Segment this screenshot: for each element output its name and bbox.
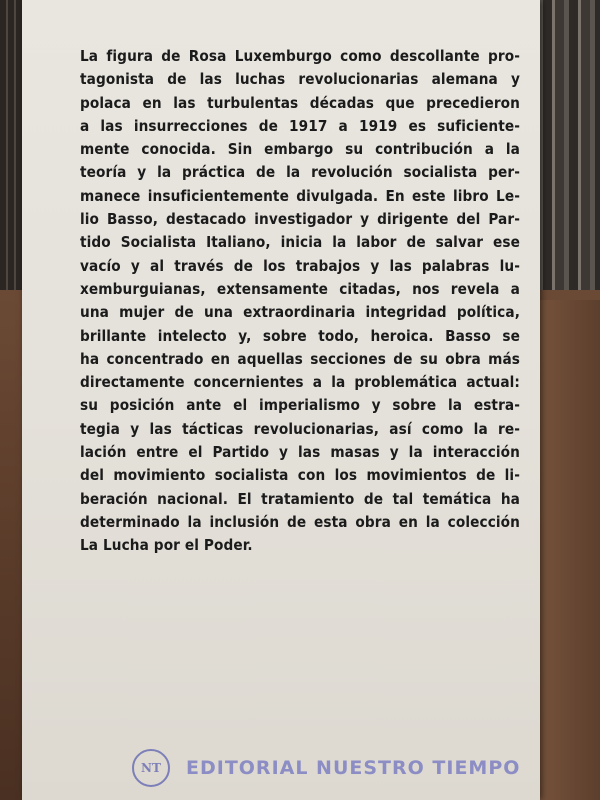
blurb-line: tegia y las tácticas revolucionarias, así como la re- [80,419,520,438]
book-back-cover [22,0,540,800]
back-cover-blurb [80,45,520,558]
blurb-line: brillante intelecto y, sobre todo, heroica. Basso se [80,326,520,345]
publisher-logo-icon: NT [132,749,170,787]
blurb-line: manece insuficientemente divulgada. En este libro Le- [80,186,520,205]
blurb-line: su posición ante el imperialismo y sobre la estra- [80,396,520,415]
blurb-line: a las insurrecciones de 1917 a 1919 es suficiente- [80,116,520,135]
blurb-line: del movimiento socialista con los movimientos de li- [80,466,520,485]
blurb-line: una mujer de una extraordinaria integridad política, [80,303,520,322]
blurb-line: directamente concernientes a la problemática actual: [80,373,520,392]
blurb-line: tagonista de las luchas revolucionarias alemana y [80,70,520,89]
publisher-imprint [132,744,532,792]
publisher-name: EDITORIAL NUESTRO TIEMPO [186,757,521,779]
blurb-line: lio Basso, destacado investigador y dirigente del Par- [80,210,520,229]
right-books [538,0,600,290]
blurb-line: La figura de Rosa Luxemburgo como descollante pro- [80,47,520,65]
blurb-line: xemburguianas, extensamente citadas, nos revela a [80,279,520,298]
blurb-line: teoría y la práctica de la revolución socialista per- [80,163,520,182]
blurb-line: mente conocida. Sin embargo su contribución a la [80,140,520,159]
blurb-line: tido Socialista Italiano, inicia la labor de salvar ese [80,233,520,252]
blurb-line: beración nacional. El tratamiento de tal temática ha [80,489,520,508]
blurb-line: La Lucha por el Poder. [80,536,253,555]
blurb-line: ha concentrado en aquellas secciones de su obra más [80,349,520,368]
blurb-line: determinado la inclusión de esta obra en la colección [80,512,520,531]
shelf-edge [530,300,600,800]
left-books [0,0,24,300]
blurb-line: polaca en las turbulentas décadas que precedieron [80,93,520,112]
blurb-line: lación entre el Partido y las masas y la interacción [80,443,520,462]
blurb-line: vacío y al través de los trabajos y las palabras lu- [80,256,520,275]
